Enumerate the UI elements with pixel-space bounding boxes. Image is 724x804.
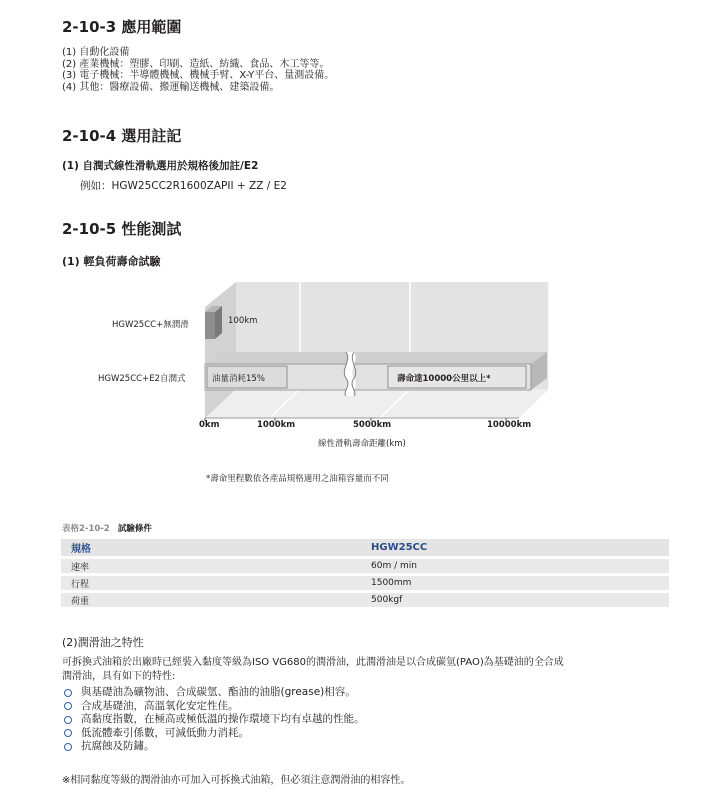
lubricant-compatibility-note: ※相同黏度等級的潤滑油亦可加入可拆換式油箱，但必須注意潤滑油的相容性。 xyxy=(62,775,411,786)
lubricant-features-list xyxy=(64,686,365,754)
ordering-example: 例如：HGW25CC2R1600ZAPII + ZZ / E2 xyxy=(80,180,287,192)
lubricant-paragraph-line2: 潤滑油，具有如下的特性: xyxy=(62,671,176,682)
table-cell: 500kgf xyxy=(361,593,669,607)
table-cell: 60m / min xyxy=(361,559,669,573)
list-item: 與基礎油為礦物油、合成碳氫、酯油的油脂(grease)相容。 xyxy=(64,686,365,700)
lubricant-paragraph-line1: 可拆換式油箱於出廠時已經裝入黏度等級為ISO VG680的潤滑油，此潤滑油是以合成碳氫(PAO)為基礎油的全合成 xyxy=(62,657,564,668)
bar-front-face xyxy=(205,312,215,339)
bullet-icon xyxy=(64,702,72,710)
section-title-ordering: 2-10-4 選用註記 xyxy=(62,127,182,145)
x-tick-label: 1000km xyxy=(257,420,296,430)
chart-footnote: *壽命里程數依各產品規格適用之油箱容量而不同 xyxy=(206,474,389,484)
list-item: 抗腐蝕及防鏽。 xyxy=(64,740,365,754)
data-label-no-lubrication: 100km xyxy=(228,316,258,326)
list-item: 合成基礎油，高溫氧化安定性佳。 xyxy=(64,700,365,714)
light-load-test-title: (1) 輕負荷壽命試驗 xyxy=(62,255,161,268)
test-conditions-table xyxy=(61,536,669,610)
chart-floor xyxy=(205,389,549,418)
category-label-no-lubrication: HGW25CC+無潤滑 xyxy=(112,320,189,330)
application-list xyxy=(62,47,334,93)
table-cell: 行程 xyxy=(61,576,361,590)
table-cell: 1500mm xyxy=(361,576,669,590)
ordering-note: (1) 自潤式線性滑軌選用於規格後加註/E2 xyxy=(62,160,259,172)
x-axis-title: 線性滑軌壽命距離(km) xyxy=(318,439,406,449)
list-item: (2) 產業機械：塑膠、印刷、造紙、紡織、食品、木工等等。 xyxy=(62,58,330,70)
x-tick-label: 10000km xyxy=(487,420,532,430)
list-item: 高黏度指數，在極高或極低溫的操作環境下均有卓越的性能。 xyxy=(64,713,365,727)
bullet-icon xyxy=(64,716,72,724)
table-row xyxy=(61,559,669,573)
table-row xyxy=(61,576,669,590)
table-row xyxy=(61,593,669,607)
table-header-row xyxy=(61,539,669,556)
x-tick-label: 0km xyxy=(199,420,220,430)
header-cell: 規格 xyxy=(61,539,361,556)
bullet-icon xyxy=(64,729,72,737)
list-item: (4) 其他：醫療設備、搬運輸送機械、建築設備。 xyxy=(62,81,280,93)
list-item: 低流體牽引係數，可減低動力消耗。 xyxy=(64,727,365,741)
table-cell: 速率 xyxy=(61,559,361,573)
section-title-performance: 2-10-5 性能測試 xyxy=(62,220,182,238)
list-item: (3) 電子機械：半導體機械、機械手臂、X-Y平台、量測設備。 xyxy=(62,70,335,81)
header-cell: HGW25CC xyxy=(361,539,669,556)
category-label-e2: HGW25CC+E2自潤式 xyxy=(98,374,186,384)
section-title-application: 2-10-3 應用範圍 xyxy=(62,18,182,36)
data-label-e2-life: 壽命達10000公里以上* xyxy=(397,374,491,384)
table-cell: 荷重 xyxy=(61,593,361,607)
bullet-icon xyxy=(64,689,72,697)
table-caption-title: 試驗條件 xyxy=(117,524,152,534)
bullet-icon xyxy=(64,743,72,751)
bar-top-face xyxy=(205,352,547,364)
table-caption-number: 表格2-10-2 xyxy=(62,524,110,534)
lubricant-title: (2)潤滑油之特性 xyxy=(62,636,144,649)
table-caption xyxy=(62,522,152,534)
bar-no-lubrication xyxy=(205,306,222,339)
x-tick-label: 5000km xyxy=(353,420,392,430)
data-label-oil-consumption: 油量消耗15% xyxy=(212,374,265,384)
list-item: (1) 自動化設備 xyxy=(62,47,130,58)
